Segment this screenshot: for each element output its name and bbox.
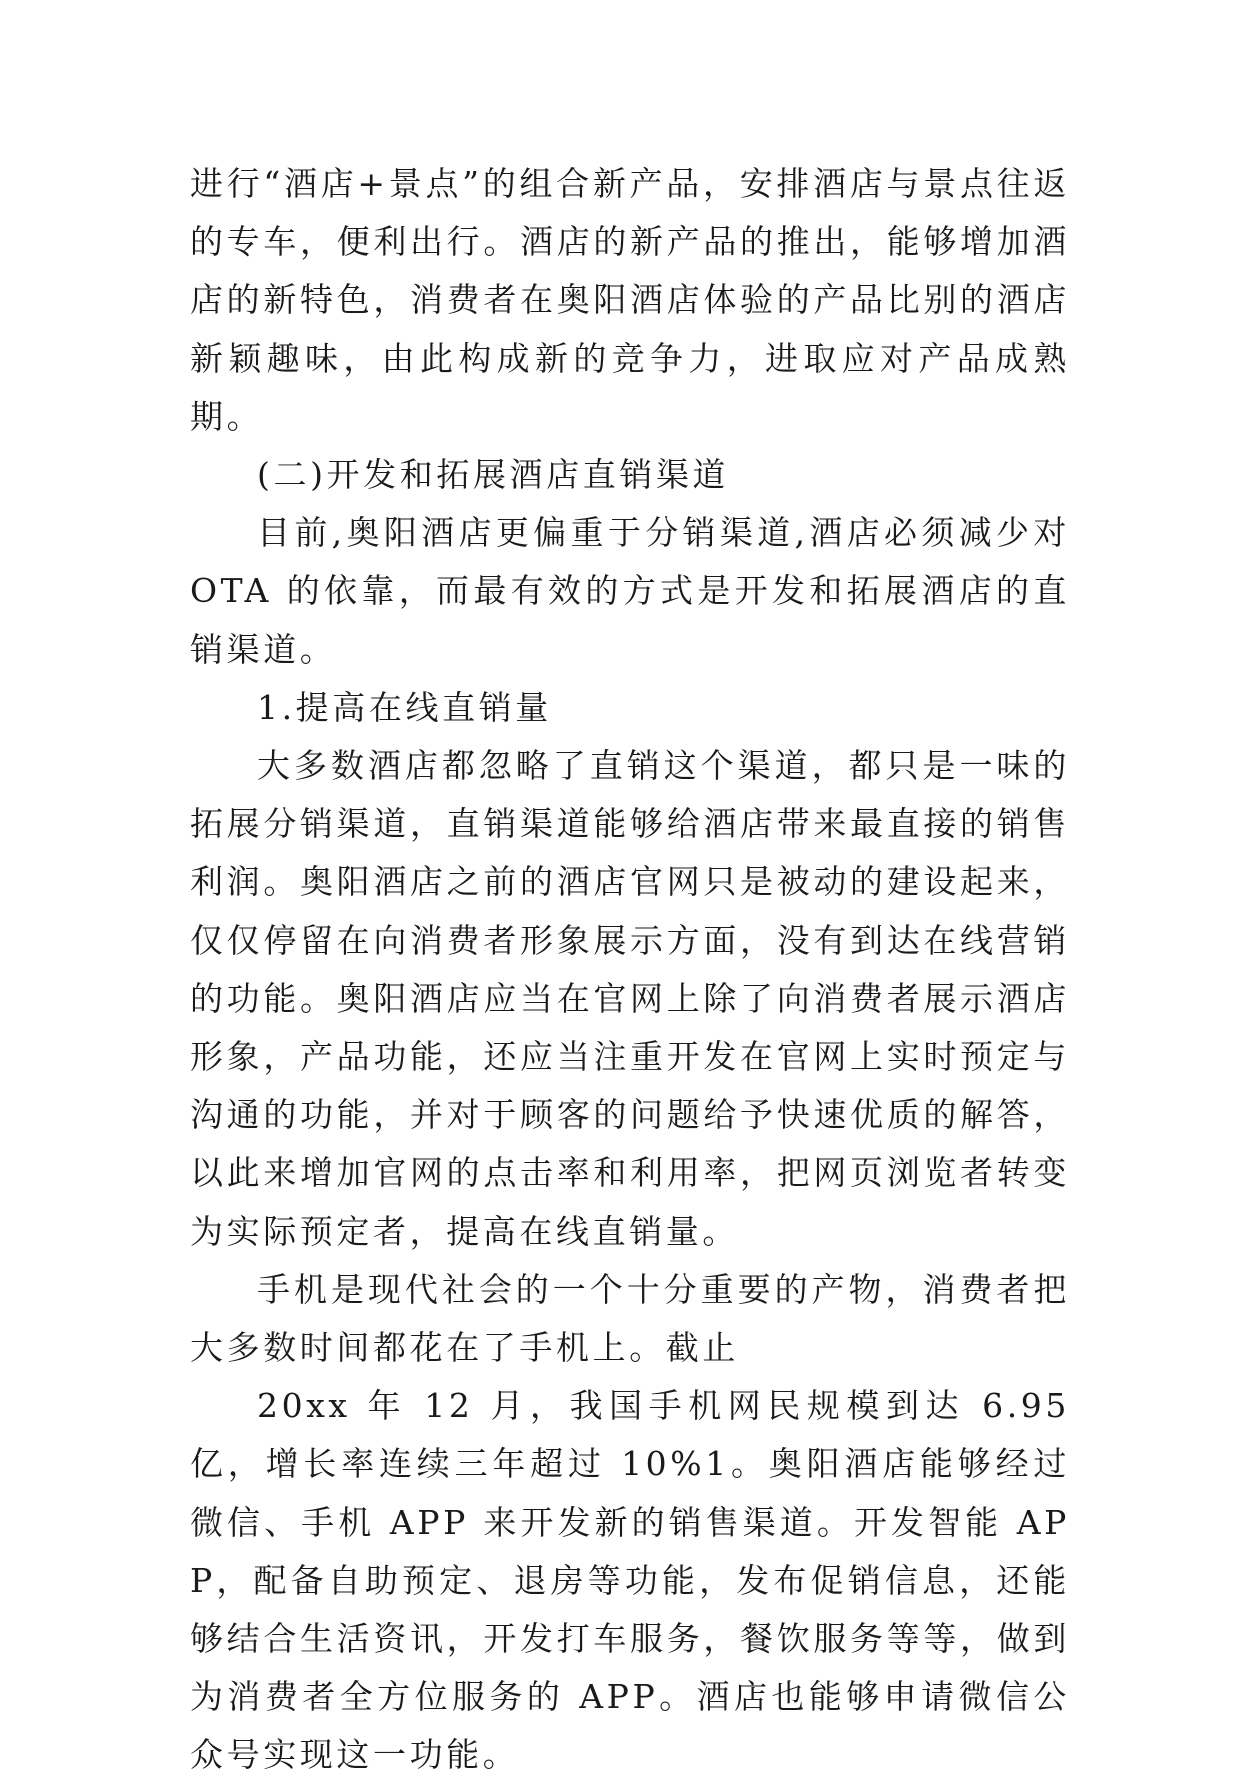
- document-body: [190, 155, 1070, 1785]
- paragraph-ota-dependence: 目前,奥阳酒店更偏重于分销渠道,酒店必须减少对 OTA 的依靠，而最有效的方式是开发和拓展酒店的直销渠道。: [190, 513, 1070, 669]
- paragraph-official-website: 大多数酒店都忽略了直销这个渠道，都只是一味的拓展分销渠道，直销渠道能够给酒店带来最直接的销售利润。奥阳酒店之前的酒店官网只是被动的建设起来，仅仅停留在向消费者形象展示方面，没有到达在线营销的功能。奥阳酒店应当在官网上除了向消费者展示酒店形象，产品功能，还应当注重开发在官网上实时预定与沟通的功能，并对于顾客的问题给予快速优质的解答，以此来增加官网的点击率和利用率，把网页浏览者转变为实际预定者，提高在线直销量。: [190, 746, 1070, 1251]
- section-heading-direct-sales: (二)开发和拓展酒店直销渠道: [257, 455, 730, 495]
- subheading-online-direct-sales: 1.提高在线直销量: [257, 687, 552, 727]
- paragraph-mobile-phones: 手机是现代社会的一个十分重要的产物，消费者把大多数时间都花在了手机上。截止: [190, 1269, 1070, 1368]
- paragraph-product-combination: 进行“酒店+景点”的组合新产品，安排酒店与景点往返的专车，便利出行。酒店的新产品的推出，能够增加酒店的新特色，消费者在奥阳酒店体验的产品比别的酒店新颖趣味，由此构成新的竞争力，进取应对产品成熟期。: [190, 164, 1070, 436]
- paragraph-mobile-app: 20xx 年 12 月，我国手机网民规模到达 6.95 亿，增长率连续三年超过 10%1。奥阳酒店能够经过微信、手机 APP 来开发新的销售渠道。开发智能 APP，配备自助预定、退房等功能，发布促销信息，还能够结合生活资讯，开发打车服务，餐饮服务等等，做到为消费者全方位服务的 APP。酒店也能够申请微信公众号实现这一功能。: [190, 1386, 1070, 1775]
